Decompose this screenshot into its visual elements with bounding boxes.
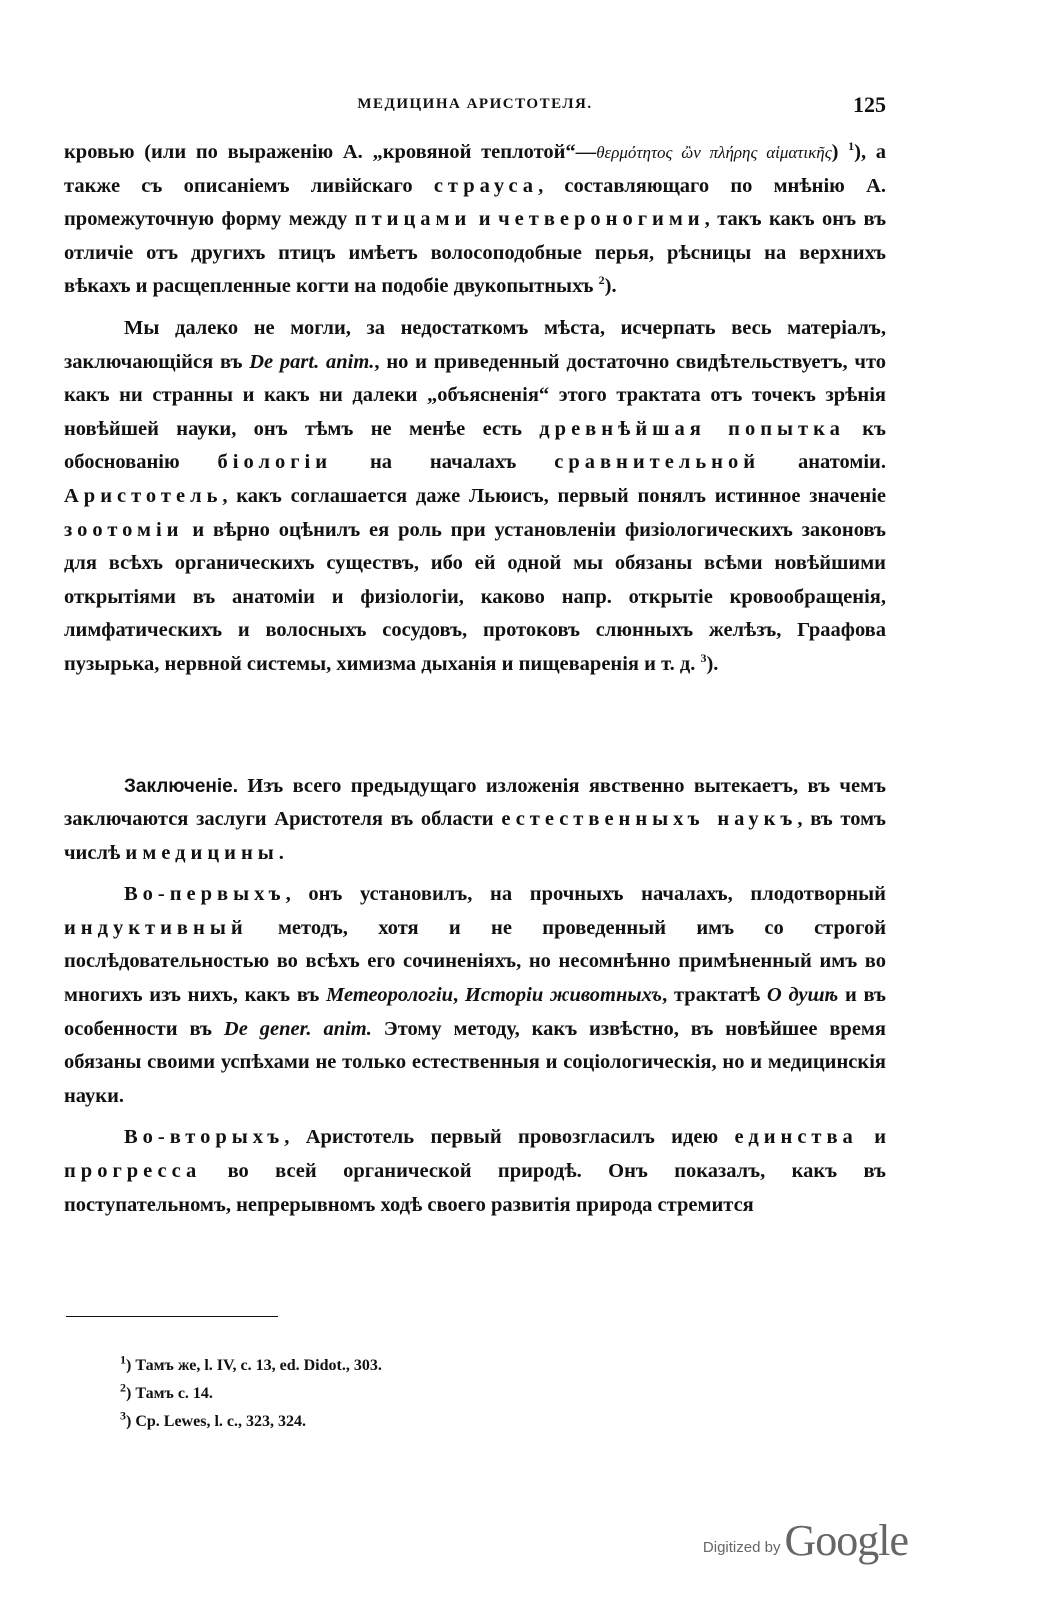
title-de-part-anim: De part. anim. xyxy=(249,350,375,373)
footnote-3: $^3$) Cp. Lewes, l. c., 323, 324. xyxy=(120,1408,306,1430)
paragraph-conclusion: Заключеніе. Изъ всего предыдущаго изложенія явственно вытекаетъ, въ чемъ заключаются заслуги Аристотеля въ области естественныхъ наукъ, въ томъ числѣ и медицины. xyxy=(64,774,887,864)
google-logo: Google xyxy=(784,1516,908,1565)
footnote-ref-3: 3 xyxy=(700,651,707,666)
paragraph-2: Мы далеко не могли, за недостаткомъ мѣста, исчерпать весь матеріалъ, заключающійся въ De part. anim., но и приведенный достаточно свидѣтельствуетъ, что какъ ни странны и какъ ни далеки „объясненія“ этого трактата отъ точекъ зрѣнія новѣйшей науки, онъ тѣмъ не менѣе есть древнѣйшая попытка къ обоснованію біологіи на началахъ сравнительной анатоміи. Аристотель, какъ соглашается даже Льюисъ, первый понялъ истинное значеніе зоотоміи и вѣрно оцѣнилъ ея роль при установленіи физіологическихъ законовъ для всѣхъ органическихъ существъ, ибо ей одной мы обязаны всѣми новѣйшими открытіями въ анатоміи и физіологіи, каково напр. открытіе кровообращенія, лимфатическихъ и волосныхъ сосудовъ, протоковъ слюнныхъ желѣзъ, Граафова пузырька, нервной системы, химизма дыханія и пищеваренія и т. д. $^3$). xyxy=(64,316,886,675)
watermark-prefix: Digitized by xyxy=(702,1539,781,1556)
footnote-divider xyxy=(66,1316,278,1317)
footnote-ref-2: 2 xyxy=(598,273,605,288)
greek-quote: θερμότητος ὢν πλήρης αἱματικῆς xyxy=(596,143,832,162)
footnote-2: $^2$) Тамъ с. 14. xyxy=(120,1380,213,1402)
page-number: 125 xyxy=(853,92,886,117)
body-text xyxy=(64,136,886,1222)
paragraph-first-point: Во-первыхъ, онъ установилъ, на прочныхъ началахъ, плодотворный индуктивный методъ, хотя и не проведенный имъ со строгой послѣдовательностью во всѣхъ его сочиненіяхъ, но несомнѣнно примѣненный имъ во многихъ изъ нихъ, какъ въ Метеорологіи, Исторіи животныхъ, трактатѣ О душѣ и въ особенности въ De gener. anim. Этому методу, какъ извѣстно, въ новѣйшее время обязаны своими успѣхами не только естественныя и соціологическія, но и медицинскія науки. xyxy=(64,883,886,1107)
footnote-ref-1: 1 xyxy=(848,139,855,154)
paragraph-second-point: Во-вторыхъ, Аристотель первый провозгласилъ идею единства и прогресса во всей органической природѣ. Онъ показалъ, какъ въ поступательномъ, непрерывномъ ходѣ своего развитія природа стремится xyxy=(64,1126,886,1216)
section-heading: Заключеніе. xyxy=(124,775,238,797)
paragraph-1: кровью (или по выраженію А. „кровяной теплотой“—θερμότητος ὢν πλήρης αἱματικῆς) $^1$), а также съ описаніемъ ливійскаго страуса, составляющаго по мнѣнію А. промежуточную форму между птицами и четвероногими, такъ какъ онъ въ отличіе отъ другихъ птицъ имѣетъ волосоподобные перья, рѣсницы на верхнихъ вѣкахъ и расщепленные когти на подобіе двукопытныхъ $^2$). xyxy=(64,139,887,298)
page-header xyxy=(64,92,886,122)
running-title: МЕДИЦИНА АРИСТОТЕЛЯ. xyxy=(357,96,593,112)
footnote-1: $^1$) Тамъ же, l. IV, c. 13, ed. Didot., 303. xyxy=(120,1352,382,1374)
digitized-watermark xyxy=(703,1506,908,1566)
footnotes xyxy=(120,1352,382,1436)
